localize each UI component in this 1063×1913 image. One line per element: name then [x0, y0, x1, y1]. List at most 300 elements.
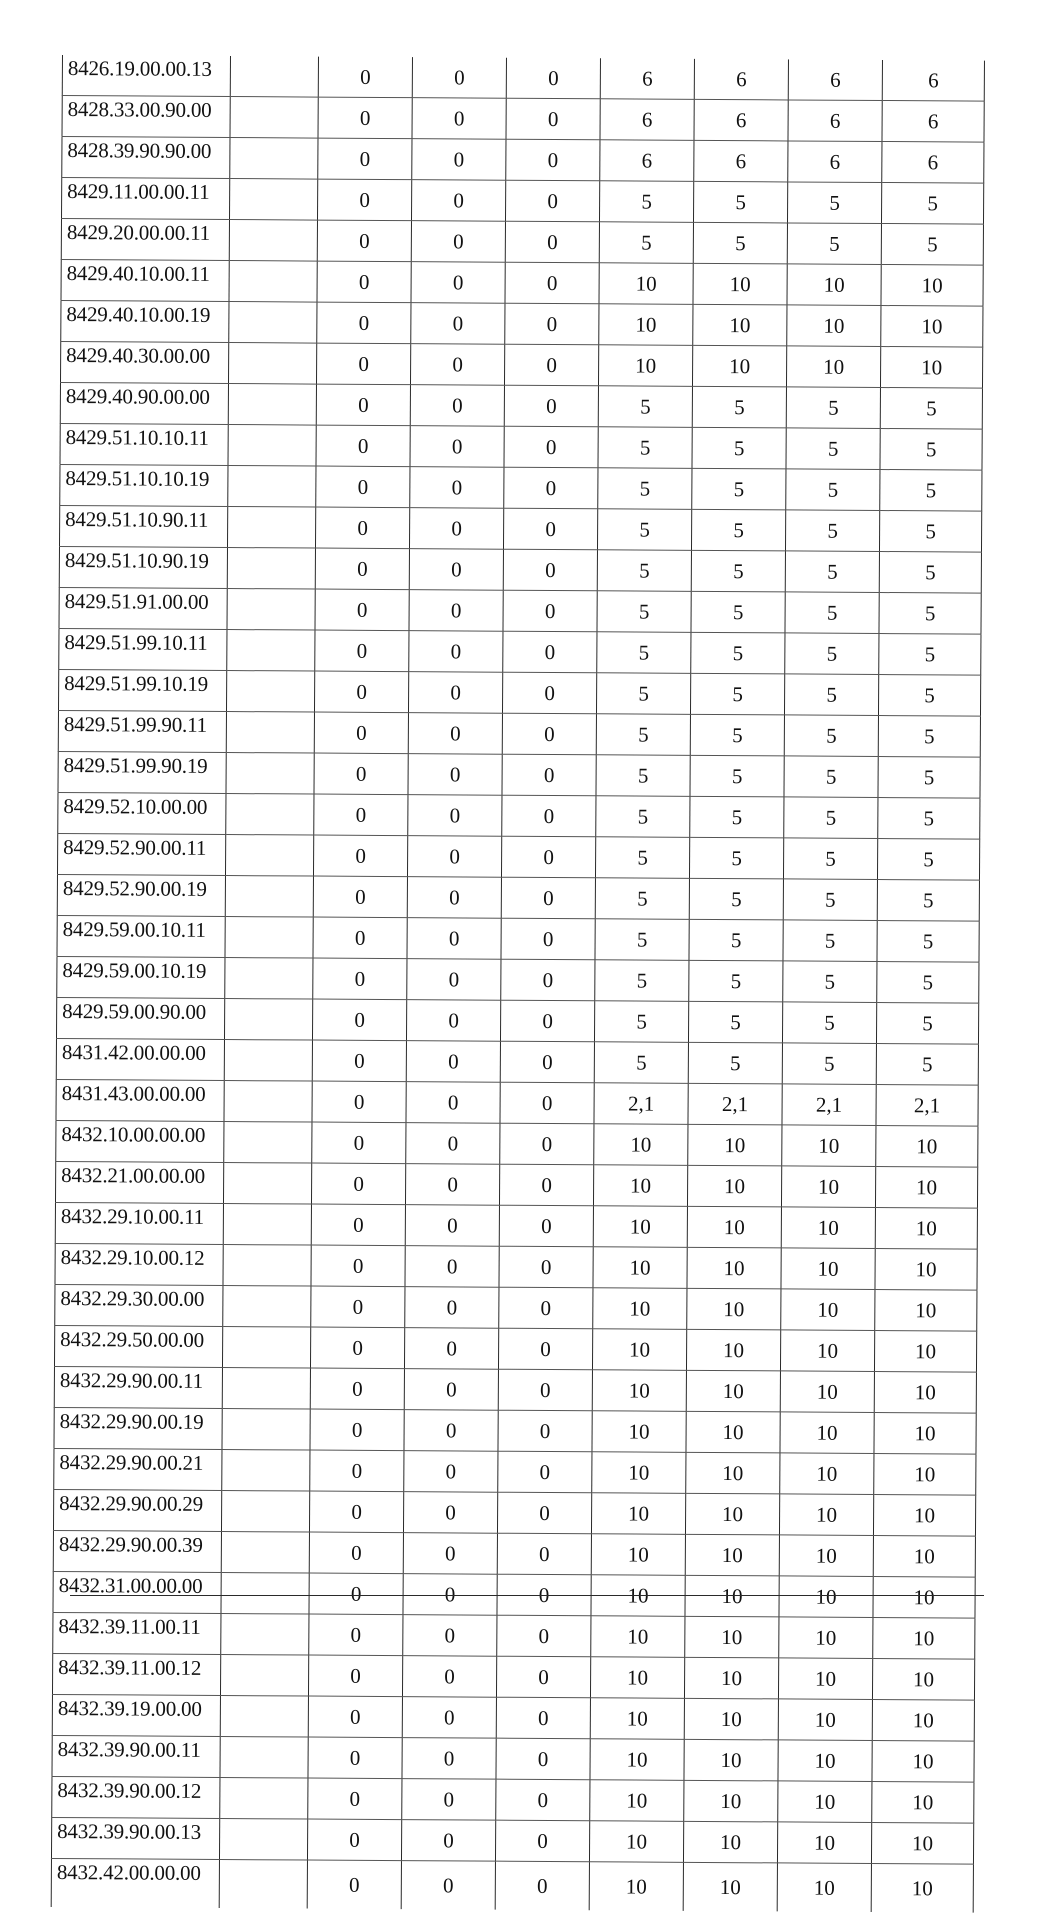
rate-cell-7: 5 — [879, 634, 981, 676]
rate-cell-7: 10 — [875, 1166, 977, 1208]
rate-cell-7: 2,1 — [876, 1084, 978, 1126]
empty-description-cell — [224, 1040, 312, 1082]
rate-cell-2: 0 — [412, 57, 506, 98]
rate-cell-1: 0 — [312, 999, 406, 1041]
rate-cell-1: 0 — [310, 1450, 404, 1492]
table-row — [58, 710, 980, 757]
rate-cell-5: 5 — [691, 591, 785, 633]
table-row — [54, 1366, 976, 1413]
rate-cell-3: 0 — [501, 959, 595, 1001]
rate-cell-7: 5 — [876, 1002, 978, 1044]
table-row — [56, 1038, 978, 1085]
rate-cell-1: 0 — [315, 589, 409, 631]
empty-description-cell — [230, 138, 318, 180]
rate-cell-1: 0 — [309, 1532, 403, 1574]
tariff-code-cell: 8432.39.19.00.00 — [52, 1694, 220, 1736]
empty-description-cell — [229, 220, 317, 262]
empty-description-cell — [221, 1614, 309, 1656]
rate-cell-7: 5 — [876, 1043, 978, 1085]
table-row — [62, 178, 984, 225]
empty-description-cell — [223, 1286, 311, 1328]
empty-description-cell — [220, 1654, 308, 1696]
tariff-code-cell: 8432.39.11.00.11 — [53, 1612, 221, 1654]
rate-cell-7: 5 — [877, 920, 979, 962]
rate-cell-1: 0 — [318, 138, 412, 180]
rate-cell-2: 0 — [403, 1492, 497, 1534]
rate-cell-2: 0 — [407, 918, 501, 960]
rate-cell-3: 0 — [497, 1492, 591, 1534]
rate-cell-4: 5 — [597, 591, 691, 633]
rate-cell-2: 0 — [404, 1328, 498, 1370]
rate-cell-2: 0 — [409, 631, 503, 673]
rate-cell-5: 10 — [688, 1124, 782, 1166]
rate-cell-3: 0 — [506, 139, 600, 181]
rate-cell-7: 10 — [881, 265, 983, 307]
rate-cell-6: 10 — [787, 305, 881, 347]
empty-description-cell — [222, 1368, 310, 1410]
tariff-code-cell: 8429.51.10.90.19 — [59, 546, 227, 588]
tariff-code-cell: 8432.39.90.00.13 — [51, 1817, 219, 1859]
rate-cell-4: 5 — [594, 1001, 688, 1043]
rate-cell-2: 0 — [406, 1123, 500, 1165]
rate-cell-3: 0 — [499, 1205, 593, 1247]
rate-cell-7: 10 — [873, 1535, 975, 1577]
rate-cell-7: 5 — [879, 511, 981, 553]
rate-cell-1: 0 — [317, 302, 411, 344]
rate-cell-4: 5 — [595, 878, 689, 920]
rate-cell-6: 10 — [777, 1822, 871, 1864]
table-row — [52, 1735, 974, 1782]
rate-cell-4: 10 — [589, 1862, 683, 1911]
rate-cell-2: 0 — [407, 959, 501, 1001]
rate-cell-3: 0 — [501, 836, 595, 878]
rate-cell-7: 10 — [871, 1863, 973, 1912]
rate-cell-2: 0 — [402, 1697, 496, 1739]
rate-cell-1: 0 — [314, 712, 408, 754]
rate-cell-3: 0 — [500, 1000, 594, 1042]
rate-cell-5: 5 — [692, 468, 786, 510]
rate-cell-6: 10 — [781, 1207, 875, 1249]
empty-description-cell — [225, 917, 313, 959]
rate-cell-2: 0 — [407, 836, 501, 878]
empty-description-cell — [226, 712, 314, 754]
tariff-code-cell: 8429.51.99.10.11 — [59, 628, 227, 670]
rate-cell-3: 0 — [503, 631, 597, 673]
empty-description-cell — [222, 1450, 310, 1492]
rate-cell-5: 2,1 — [688, 1083, 782, 1125]
rate-cell-1: 0 — [308, 1696, 402, 1738]
rate-cell-2: 0 — [409, 590, 503, 632]
rate-cell-7: 5 — [878, 756, 980, 798]
rate-cell-4: 10 — [593, 1165, 687, 1207]
table-row — [57, 956, 979, 1003]
rate-cell-6: 5 — [787, 223, 881, 265]
table-row — [58, 751, 980, 798]
rate-cell-7: 5 — [878, 797, 980, 839]
rate-cell-4: 5 — [598, 386, 692, 428]
rate-cell-3: 0 — [498, 1369, 592, 1411]
rate-cell-1: 0 — [312, 1081, 406, 1123]
rate-cell-5: 10 — [693, 304, 787, 346]
rate-cell-6: 5 — [783, 879, 877, 921]
rate-cell-2: 0 — [403, 1574, 497, 1616]
table-row — [59, 505, 981, 552]
rate-cell-7: 6 — [882, 60, 984, 101]
tariff-code-cell: 8432.29.10.00.12 — [55, 1243, 223, 1285]
rate-cell-1: 0 — [308, 1655, 402, 1697]
tariff-table — [51, 55, 985, 1913]
table-row — [53, 1612, 975, 1659]
rate-cell-3: 0 — [495, 1820, 589, 1862]
rate-cell-6: 5 — [785, 592, 879, 634]
rate-cell-2: 0 — [407, 877, 501, 919]
rate-cell-6: 6 — [788, 100, 882, 142]
table-row — [55, 1284, 977, 1331]
rate-cell-3: 0 — [505, 303, 599, 345]
rate-cell-4: 5 — [596, 714, 690, 756]
rate-cell-4: 10 — [599, 263, 693, 305]
rate-cell-1: 0 — [308, 1778, 402, 1820]
rate-cell-1: 0 — [312, 1040, 406, 1082]
rate-cell-2: 0 — [404, 1451, 498, 1493]
rate-cell-4: 10 — [591, 1534, 685, 1576]
tariff-code-cell: 8429.52.10.00.00 — [58, 792, 226, 834]
table-row — [51, 1858, 973, 1912]
rate-cell-5: 10 — [687, 1288, 781, 1330]
empty-description-cell — [222, 1409, 310, 1451]
rate-cell-2: 0 — [406, 1000, 500, 1042]
rate-cell-2: 0 — [410, 467, 504, 509]
empty-description-cell — [220, 1777, 308, 1819]
empty-description-cell — [227, 589, 315, 631]
rate-cell-5: 10 — [685, 1616, 779, 1658]
rate-cell-5: 5 — [690, 673, 784, 715]
rate-cell-6: 10 — [781, 1166, 875, 1208]
empty-description-cell — [225, 835, 313, 877]
empty-description-cell — [230, 56, 318, 97]
rate-cell-5: 10 — [686, 1370, 780, 1412]
rate-cell-3: 0 — [502, 672, 596, 714]
table-row — [55, 1161, 977, 1208]
rate-cell-4: 5 — [595, 837, 689, 879]
tariff-code-cell: 8429.51.10.10.19 — [60, 464, 228, 506]
empty-description-cell — [219, 1818, 307, 1860]
rate-cell-3: 0 — [502, 754, 596, 796]
rate-cell-5: 5 — [691, 550, 785, 592]
empty-description-cell — [225, 958, 313, 1000]
rate-cell-3: 0 — [497, 1615, 591, 1657]
rate-cell-5: 5 — [690, 714, 784, 756]
rate-cell-5: 5 — [690, 796, 784, 838]
rate-cell-7: 10 — [873, 1494, 975, 1536]
rate-cell-1: 0 — [311, 1204, 405, 1246]
table-row — [62, 55, 984, 101]
rate-cell-6: 10 — [781, 1289, 875, 1331]
rate-cell-6: 5 — [786, 428, 880, 470]
rate-cell-6: 6 — [788, 141, 882, 183]
rate-cell-3: 0 — [506, 58, 600, 99]
empty-description-cell — [222, 1327, 310, 1369]
rate-cell-3: 0 — [502, 795, 596, 837]
table-row — [57, 833, 979, 880]
rate-cell-6: 5 — [785, 510, 879, 552]
rate-cell-1: 0 — [310, 1368, 404, 1410]
rate-cell-4: 5 — [597, 632, 691, 674]
rate-cell-4: 10 — [594, 1124, 688, 1166]
tariff-code-cell: 8429.51.99.10.19 — [58, 669, 226, 711]
rate-cell-3: 0 — [503, 590, 597, 632]
rate-cell-7: 10 — [872, 1781, 974, 1823]
rate-cell-6: 5 — [784, 674, 878, 716]
rate-cell-2: 0 — [411, 180, 505, 222]
rate-cell-5: 10 — [686, 1411, 780, 1453]
rate-cell-7: 5 — [880, 429, 982, 471]
rate-cell-5: 5 — [690, 755, 784, 797]
tariff-code-cell: 8429.40.30.00.00 — [60, 341, 228, 383]
rate-cell-3: 0 — [505, 262, 599, 304]
rate-cell-1: 0 — [313, 917, 407, 959]
rate-cell-7: 5 — [879, 593, 981, 635]
rate-cell-2: 0 — [402, 1779, 496, 1821]
tariff-code-cell: 8429.51.91.00.00 — [59, 587, 227, 629]
rate-cell-3: 0 — [500, 1123, 594, 1165]
rate-cell-1: 0 — [309, 1573, 403, 1615]
rate-cell-5: 10 — [685, 1575, 779, 1617]
tariff-code-cell: 8431.42.00.00.00 — [56, 1038, 224, 1080]
rate-cell-4: 10 — [590, 1780, 684, 1822]
rate-cell-5: 10 — [686, 1452, 780, 1494]
rate-cell-6: 10 — [780, 1330, 874, 1372]
tariff-code-cell: 8429.20.00.00.11 — [61, 219, 229, 261]
rate-cell-4: 6 — [600, 99, 694, 141]
rate-cell-2: 0 — [403, 1533, 497, 1575]
tariff-code-cell: 8428.33.00.90.00 — [62, 96, 230, 138]
rate-cell-2: 0 — [410, 344, 504, 386]
tariff-table-body — [51, 55, 984, 1913]
rate-cell-4: 10 — [591, 1575, 685, 1617]
rate-cell-4: 2,1 — [594, 1083, 688, 1125]
rate-cell-1: 0 — [309, 1614, 403, 1656]
rate-cell-5: 10 — [686, 1329, 780, 1371]
rate-cell-2: 0 — [411, 221, 505, 263]
rate-cell-2: 0 — [404, 1410, 498, 1452]
tariff-code-cell: 8429.40.10.00.11 — [61, 259, 229, 301]
rate-cell-5: 5 — [693, 222, 787, 264]
rate-cell-6: 5 — [783, 961, 877, 1003]
rate-cell-4: 10 — [592, 1329, 686, 1371]
rate-cell-3: 0 — [496, 1779, 590, 1821]
rate-cell-5: 6 — [694, 140, 788, 182]
rate-cell-2: 0 — [406, 1082, 500, 1124]
rate-cell-2: 0 — [405, 1287, 499, 1329]
tariff-code-cell: 8432.39.90.00.11 — [52, 1735, 220, 1777]
table-row — [52, 1694, 974, 1741]
rate-cell-7: 10 — [875, 1289, 977, 1331]
rate-cell-1: 0 — [314, 794, 408, 836]
rate-cell-2: 0 — [405, 1164, 499, 1206]
rate-cell-4: 10 — [591, 1493, 685, 1535]
rate-cell-4: 5 — [596, 755, 690, 797]
rate-cell-4: 5 — [595, 919, 689, 961]
tariff-code-cell: 8432.29.90.00.19 — [54, 1407, 222, 1449]
rate-cell-7: 10 — [871, 1822, 973, 1864]
rate-cell-3: 0 — [495, 1861, 589, 1910]
rate-cell-3: 0 — [496, 1697, 590, 1739]
rate-cell-2: 0 — [406, 1041, 500, 1083]
rate-cell-3: 0 — [501, 877, 595, 919]
rate-cell-4: 5 — [595, 960, 689, 1002]
rate-cell-1: 0 — [316, 343, 410, 385]
rate-cell-4: 10 — [599, 304, 693, 346]
table-bottom-border — [70, 1595, 984, 1596]
rate-cell-4: 5 — [599, 222, 693, 264]
rate-cell-3: 0 — [500, 1082, 594, 1124]
tariff-code-cell: 8432.10.00.00.00 — [56, 1120, 224, 1162]
rate-cell-7: 10 — [874, 1412, 976, 1454]
rate-cell-2: 0 — [409, 508, 503, 550]
rate-cell-7: 10 — [876, 1125, 978, 1167]
rate-cell-7: 5 — [881, 183, 983, 225]
tariff-code-cell: 8432.29.90.00.21 — [54, 1448, 222, 1490]
rate-cell-1: 0 — [311, 1245, 405, 1287]
table-row — [53, 1530, 975, 1577]
rate-cell-7: 6 — [882, 142, 984, 184]
empty-description-cell — [223, 1245, 311, 1287]
rate-cell-7: 10 — [875, 1207, 977, 1249]
rate-cell-3: 0 — [499, 1246, 593, 1288]
tariff-code-cell: 8429.11.00.00.11 — [62, 178, 230, 220]
rate-cell-6: 2,1 — [782, 1084, 876, 1126]
rate-cell-7: 10 — [872, 1699, 974, 1741]
empty-description-cell — [221, 1491, 309, 1533]
rate-cell-7: 10 — [873, 1576, 975, 1618]
rate-cell-6: 10 — [781, 1248, 875, 1290]
empty-description-cell — [225, 876, 313, 918]
rate-cell-1: 0 — [317, 179, 411, 221]
rate-cell-7: 5 — [877, 838, 979, 880]
tariff-code-cell: 8429.51.99.90.19 — [58, 751, 226, 793]
rate-cell-6: 6 — [788, 59, 882, 100]
table-row — [61, 259, 983, 306]
rate-cell-2: 0 — [410, 426, 504, 468]
empty-description-cell — [230, 97, 318, 139]
rate-cell-3: 0 — [496, 1738, 590, 1780]
table-row — [57, 915, 979, 962]
rate-cell-4: 10 — [589, 1821, 683, 1863]
table-row — [59, 587, 981, 634]
rate-cell-3: 0 — [504, 426, 598, 468]
rate-cell-7: 5 — [881, 224, 983, 266]
rate-cell-1: 0 — [318, 97, 412, 139]
rate-cell-1: 0 — [310, 1409, 404, 1451]
tariff-code-cell: 8428.39.90.90.00 — [62, 137, 230, 179]
rate-cell-6: 5 — [787, 182, 881, 224]
rate-cell-6: 5 — [783, 920, 877, 962]
rate-cell-3: 0 — [504, 344, 598, 386]
table-row — [59, 628, 981, 675]
empty-description-cell — [228, 425, 316, 467]
empty-description-cell — [226, 794, 314, 836]
tariff-code-cell: 8432.29.30.00.00 — [55, 1284, 223, 1326]
table-row — [54, 1325, 976, 1372]
rate-cell-3: 0 — [503, 508, 597, 550]
rate-cell-4: 5 — [594, 1042, 688, 1084]
rate-cell-7: 10 — [880, 347, 982, 389]
rate-cell-1: 0 — [311, 1286, 405, 1328]
rate-cell-7: 5 — [880, 470, 982, 512]
tariff-code-cell: 8432.29.90.00.11 — [54, 1366, 222, 1408]
rate-cell-2: 0 — [408, 754, 502, 796]
rate-cell-7: 6 — [882, 101, 984, 143]
tariff-code-cell: 8432.29.10.00.11 — [55, 1202, 223, 1244]
empty-description-cell — [224, 1122, 312, 1164]
rate-cell-4: 10 — [592, 1411, 686, 1453]
rate-cell-4: 10 — [590, 1657, 684, 1699]
tariff-code-cell: 8431.43.00.00.00 — [56, 1079, 224, 1121]
rate-cell-2: 0 — [402, 1738, 496, 1780]
rate-cell-6: 10 — [780, 1371, 874, 1413]
rate-cell-1: 0 — [313, 835, 407, 877]
rate-cell-6: 5 — [782, 1002, 876, 1044]
rate-cell-1: 0 — [313, 876, 407, 918]
rate-cell-3: 0 — [497, 1574, 591, 1616]
empty-description-cell — [228, 343, 316, 385]
rate-cell-4: 10 — [590, 1739, 684, 1781]
rate-cell-3: 0 — [499, 1164, 593, 1206]
rate-cell-2: 0 — [405, 1205, 499, 1247]
rate-cell-7: 5 — [879, 552, 981, 594]
rate-cell-5: 5 — [692, 427, 786, 469]
rate-cell-7: 5 — [878, 675, 980, 717]
rate-cell-7: 10 — [881, 306, 983, 348]
tariff-code-cell: 8432.29.90.00.29 — [53, 1489, 221, 1531]
empty-description-cell — [224, 1081, 312, 1123]
rate-cell-2: 0 — [403, 1615, 497, 1657]
empty-description-cell — [223, 1163, 311, 1205]
rate-cell-1: 0 — [313, 958, 407, 1000]
rate-cell-4: 10 — [592, 1452, 686, 1494]
table-row — [52, 1776, 974, 1823]
empty-description-cell — [229, 179, 317, 221]
rate-cell-6: 5 — [784, 756, 878, 798]
rate-cell-2: 0 — [408, 713, 502, 755]
rate-cell-5: 10 — [692, 345, 786, 387]
rate-cell-7: 10 — [874, 1330, 976, 1372]
table-row — [52, 1653, 974, 1700]
tariff-code-cell: 8429.40.10.00.19 — [61, 300, 229, 342]
rate-cell-1: 0 — [314, 753, 408, 795]
rate-cell-6: 10 — [779, 1494, 873, 1536]
rate-cell-2: 0 — [401, 1861, 495, 1910]
rate-cell-7: 10 — [872, 1658, 974, 1700]
table-row — [60, 464, 982, 511]
table-row — [56, 1079, 978, 1126]
rate-cell-4: 5 — [597, 550, 691, 592]
tariff-code-cell: 8429.51.10.10.11 — [60, 423, 228, 465]
rate-cell-5: 10 — [684, 1657, 778, 1699]
rate-cell-5: 5 — [692, 386, 786, 428]
rate-cell-3: 0 — [496, 1656, 590, 1698]
tariff-code-cell: 8429.59.00.10.19 — [57, 956, 225, 998]
rate-cell-2: 0 — [404, 1369, 498, 1411]
rate-cell-5: 10 — [693, 263, 787, 305]
empty-description-cell — [228, 466, 316, 508]
empty-description-cell — [224, 999, 312, 1041]
tariff-code-cell: 8429.59.00.10.11 — [57, 915, 225, 957]
rate-cell-1: 0 — [315, 548, 409, 590]
rate-cell-5: 5 — [688, 1042, 782, 1084]
tariff-code-cell: 8429.40.90.00.00 — [60, 382, 228, 424]
